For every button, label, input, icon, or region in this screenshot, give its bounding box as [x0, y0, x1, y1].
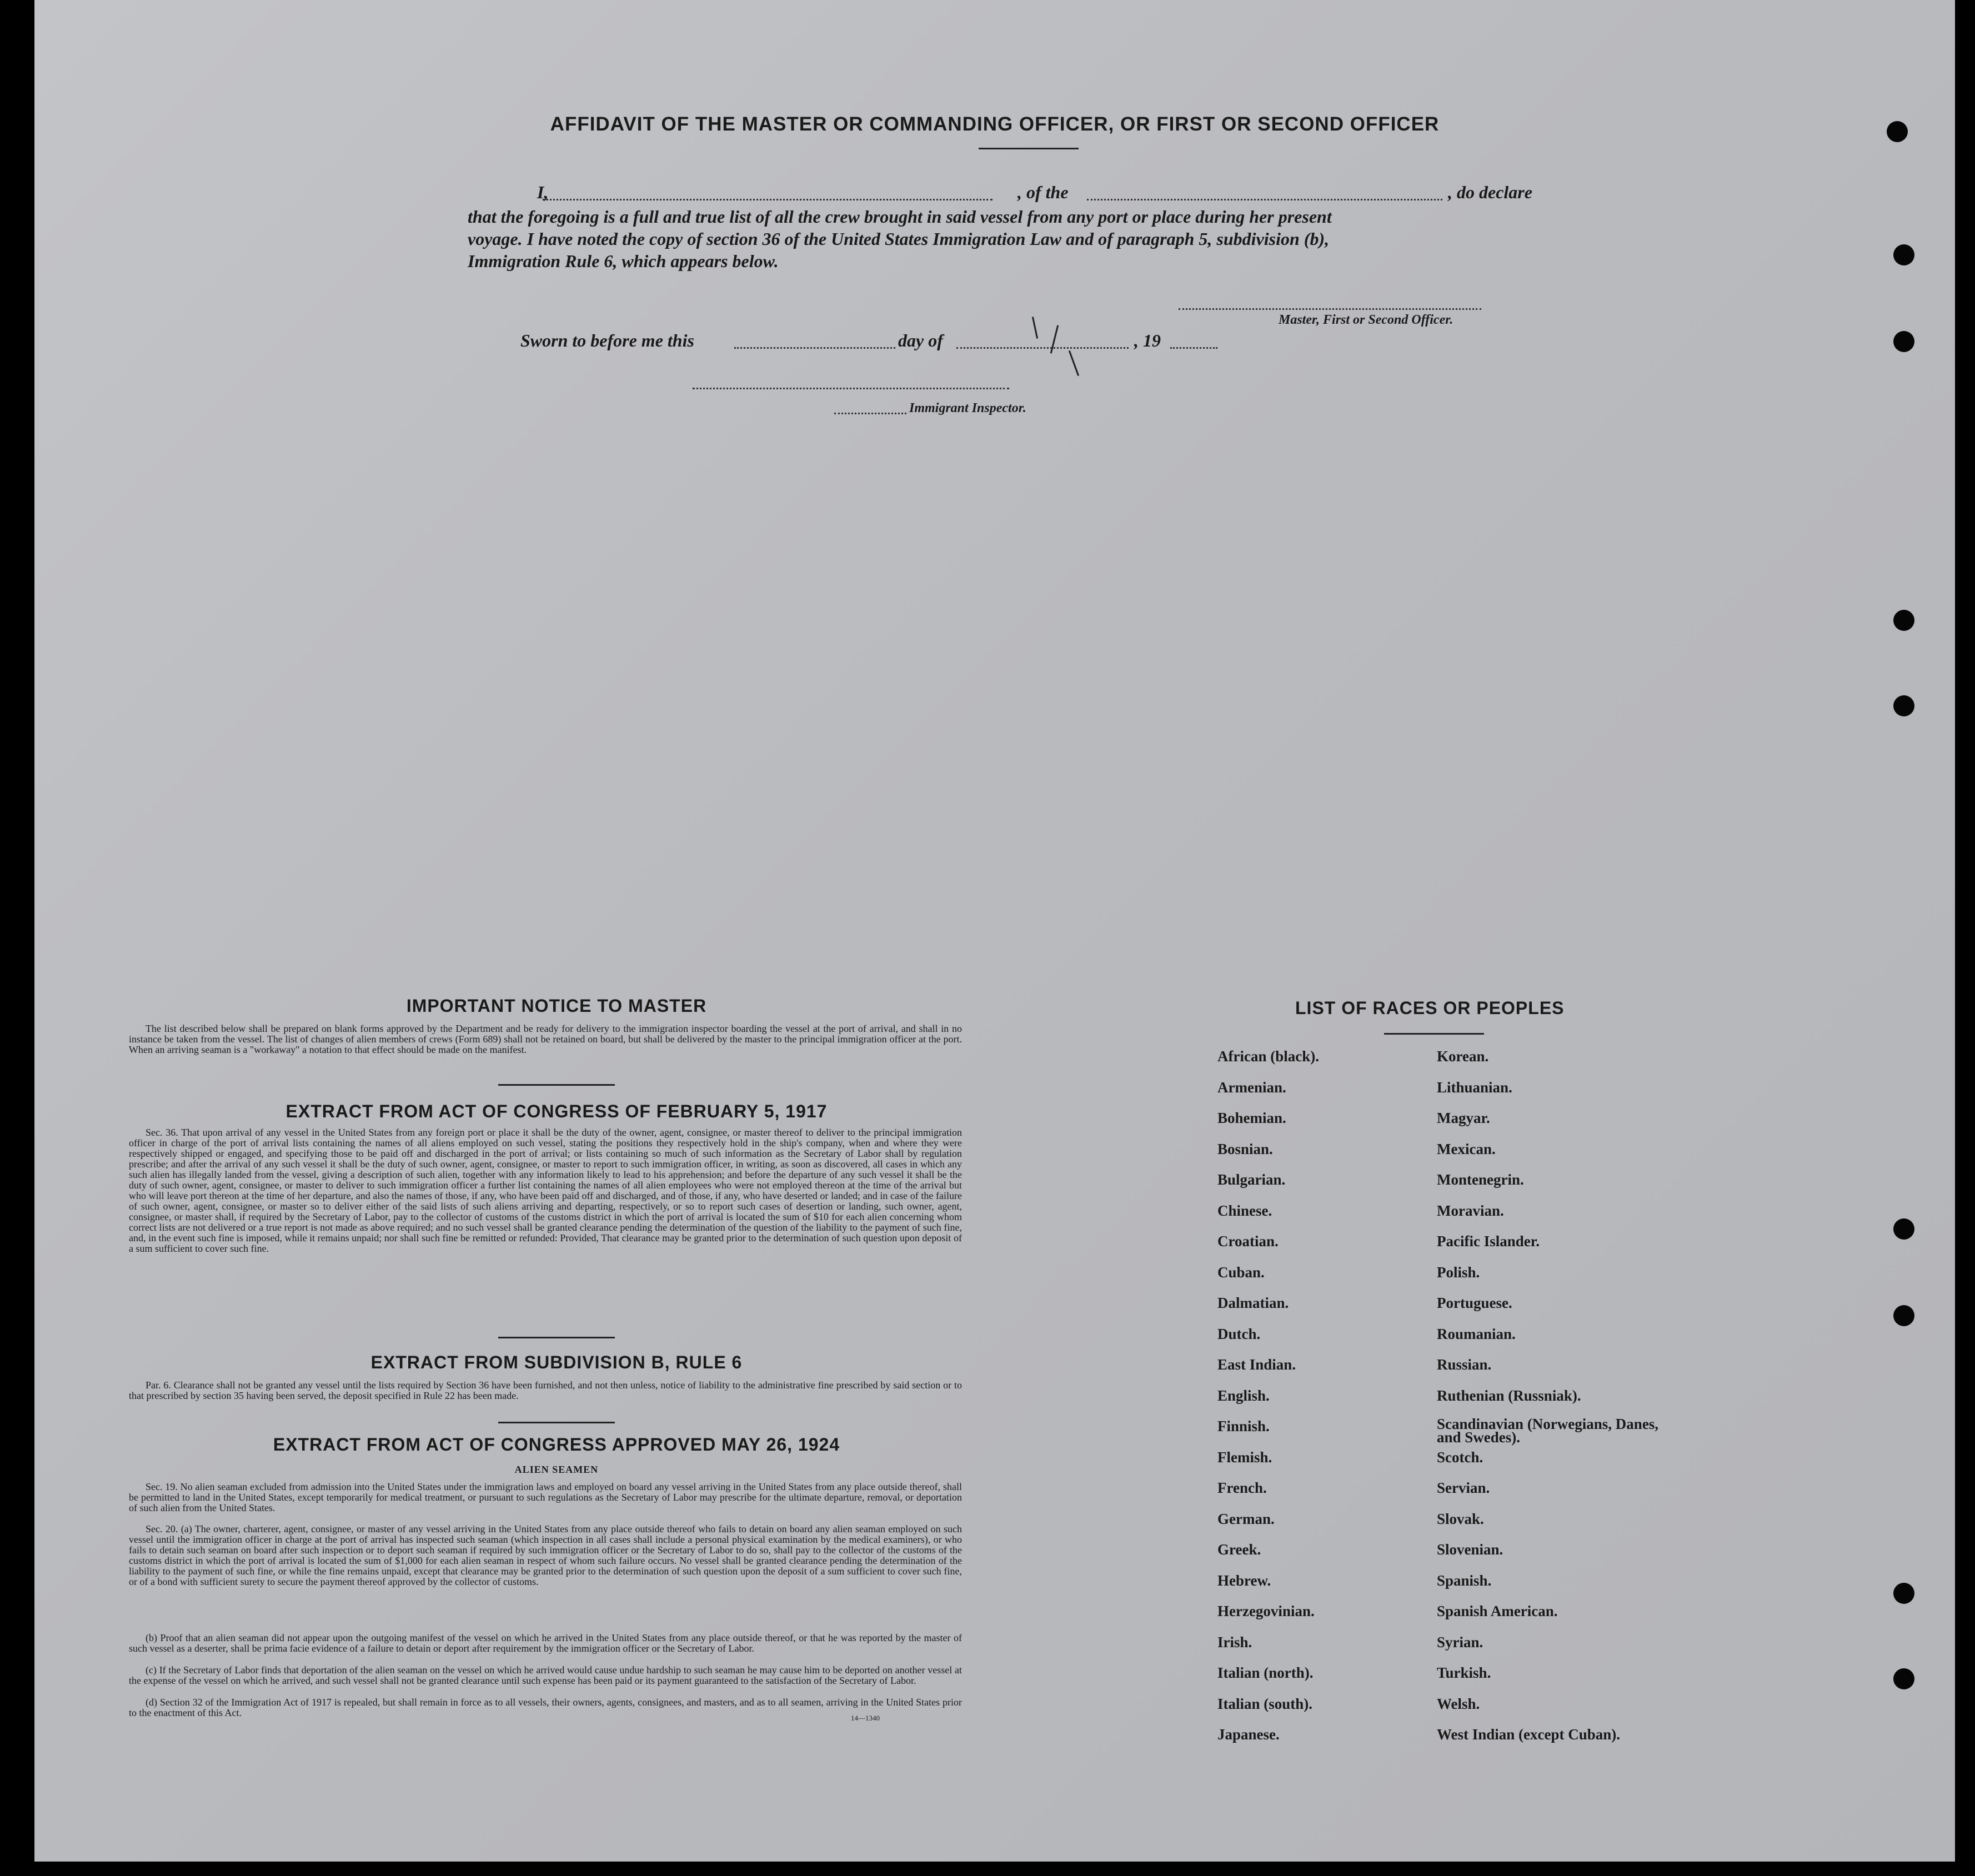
- race-item: Portuguese.: [1437, 1295, 1512, 1311]
- day-of-label: day of: [898, 330, 943, 350]
- master-signature-line: [1179, 308, 1481, 310]
- race-item: Roumanian.: [1437, 1325, 1516, 1342]
- affidavit-line-3: voyage. I have noted the copy of section 36 of the United States Immigration Law and of paragraph 5, subdivision (b),: [468, 229, 1330, 249]
- race-item: Cuban.: [1217, 1263, 1265, 1281]
- master-signature-label: Master, First or Second Officer.: [1279, 313, 1453, 327]
- sworn-day-line: [734, 347, 895, 349]
- race-item: Slovak.: [1437, 1510, 1484, 1527]
- punch-hole: [1893, 1305, 1914, 1326]
- race-item: French.: [1217, 1479, 1267, 1496]
- race-item: Hebrew.: [1217, 1572, 1271, 1589]
- extract-1924-subtitle: ALIEN SEAMEN: [514, 1464, 599, 1475]
- affidavit-of-the: , of the: [1017, 182, 1069, 202]
- race-item: Spanish.: [1437, 1572, 1492, 1589]
- handwritten-mark: [1069, 350, 1079, 376]
- race-item: Ruthenian (Russniak).: [1437, 1387, 1581, 1404]
- race-item: Japanese.: [1217, 1726, 1280, 1743]
- affidavit-title: AFFIDAVIT OF THE MASTER OR COMMANDING OFFICER, OR FIRST OR SECOND OFFICER: [550, 113, 1440, 135]
- extract-1924-sec20c: (c) If the Secretary of Labor finds that deportation of the alien seaman on the vessel on which he arrived would cause undue hardship to such seaman he may cause him to be deported on another vessel at the expense of the vessel on which he arrived, and such vessel shall not be granted clearance until such expense has been paid or its payment guaranteed to the satisfaction of the Secretary of Labor.: [129, 1664, 962, 1686]
- races-column-right: [1437, 1047, 1659, 1757]
- affidavit-do-declare: , do declare: [1448, 182, 1532, 202]
- race-item: Dutch.: [1217, 1325, 1261, 1342]
- race-item: Pacific Islander.: [1437, 1233, 1540, 1250]
- punch-hole: [1893, 610, 1914, 631]
- race-item: Flemish.: [1217, 1448, 1272, 1466]
- race-item: Magyar.: [1437, 1110, 1490, 1126]
- punch-hole: [1893, 1218, 1914, 1240]
- race-item: Moravian.: [1437, 1202, 1504, 1219]
- race-item: Servian.: [1437, 1479, 1490, 1496]
- punch-hole: [1893, 695, 1914, 716]
- form-number: 14—1340: [851, 1714, 880, 1722]
- extract-1924-sec20a: Sec. 20. (a) The owner, charterer, agent, consignee, or master of any vessel arriving in the United States from any place outside thereof who fails to detain on board any alien seaman employed on such vessel until the immigration officer in charge at the port of arrival has inspected such seaman (which inspection in all cases shall include a personal physical examination by the medical examiners), or who fails to detain such seaman on board after such inspection or to deport such seaman if required by such immigration officer or the Secretary of Labor to do so, shall pay to the collector of the customs of the customs district in which the port of arrival is located the sum of $1,000 for each alien seaman in respect of whom such failure occurs. No vessel shall be granted clearance pending the determination of the liability to the payment of such fine, or while the fine remains unpaid, except that clearance may be granted prior to the determination of such question upon the deposit of a sum sufficient to cover such fine, or of a bond with sufficient surety to secure the payment thereof approved by the collector of customs.: [129, 1523, 962, 1587]
- extract-1924-sec20b: (b) Proof that an alien seaman did not appear upon the outgoing manifest of the vessel on which he arrived in the United States from any place outside thereof, or that he was reported by the master of such vessel as a deserter, shall be prima facie evidence of a failure to detain or deport after requirement by the immigration officer or the Secretary of Labor.: [129, 1632, 962, 1654]
- race-item: Bulgarian.: [1217, 1171, 1286, 1188]
- sworn-label: Sworn to before me this: [520, 330, 694, 350]
- extract-rule6-title: EXTRACT FROM SUBDIVISION B, RULE 6: [370, 1352, 743, 1372]
- race-item: Italian (north).: [1217, 1664, 1314, 1681]
- extract-1924-title: EXTRACT FROM ACT OF CONGRESS APPROVED MAY 26, 1924: [273, 1434, 840, 1454]
- inspector-label: Immigrant Inspector.: [909, 401, 1026, 415]
- race-item: Armenian.: [1217, 1079, 1286, 1096]
- name-blank-line: [543, 199, 992, 200]
- race-item: Herzegovinian.: [1217, 1603, 1315, 1619]
- punch-hole: [1893, 244, 1914, 265]
- race-item: Finnish.: [1217, 1418, 1270, 1434]
- title-divider: [979, 148, 1079, 149]
- year-blank-line: [1170, 347, 1217, 349]
- race-item: Slovenian.: [1437, 1541, 1503, 1558]
- year-label: , 19: [1134, 330, 1161, 350]
- affidavit-pronoun: I,: [537, 182, 549, 202]
- race-item: African (black).: [1217, 1048, 1319, 1065]
- extract-1917-body: Sec. 36. That upon arrival of any vessel in the United States from any foreign port or place it shall be the duty of the owner, agent, consignee, or master thereof to deliver to the principal immigration officer in charge of the port of arrival lists containing the names of all aliens employed on such vessel, stating the positions they respectively hold in the ship's company, when and where they were respectively shipped or engaged, and specifying those to be paid off and discharged in the port of arrival; or lists containing so much of such information as the Secretary of Labor shall by regulation prescribe; and after the arrival of any such vessel it shall be the duty of such owner, agent, consignee, or master to report to such immigration officer, in writing, as soon as discovered, all cases in which any such alien has illegally landed from the vessel, giving a description of such alien, together with any information likely to lead to his apprehension; and before the departure of any such vessel it shall be the duty of such owner, agent, consignee, or master to deliver to such immigration officer a further list containing the names of all alien employees who were not employed thereon at the time of the arrival but who will leave port thereon at the time of her departure, and also the names of those, if any, who have been paid off and discharged, and of those, if any, who have deserted or landed; and in case of the failure of such owner, agent, consignee, or master so to deliver either of the said lists of such aliens arriving and departing, respectively, or so to report such cases of desertion or landing, such owner, agent, consignee, or master shall, if required by the Secretary of Labor, pay to the collector of customs of the customs district in which the port of arrival is located the sum of $10 for each alien concerning whom correct lists are not delivered or a true report is not made as above required; and no such vessel shall be granted clearance pending the determination of the question of the liability to the payment of such fine, and, in the event such fine is imposed, while it remains unpaid; nor shall such fine be remitted or refunded: Provided, That clearance may be granted prior to the determination of such question upon deposit of a sum sufficient to cover such fine.: [129, 1127, 962, 1254]
- race-item: Chinese.: [1217, 1202, 1272, 1219]
- race-item: Irish.: [1217, 1633, 1252, 1651]
- section-divider: [498, 1422, 615, 1423]
- vessel-blank-line: [1087, 199, 1442, 200]
- race-item: Turkish.: [1437, 1664, 1491, 1681]
- race-item: Italian (south).: [1217, 1695, 1313, 1712]
- inspector-signature-line: [693, 388, 1009, 389]
- affidavit-line-2: that the foregoing is a full and true list of all the crew brought in said vessel from any port or place during her present: [468, 207, 1332, 227]
- section-divider: [498, 1337, 615, 1338]
- sworn-month-line: [956, 347, 1129, 349]
- race-item: Scotch.: [1437, 1448, 1483, 1466]
- race-item: Montenegrin.: [1437, 1171, 1524, 1188]
- race-item: German.: [1217, 1510, 1275, 1527]
- punch-hole: [1893, 1583, 1914, 1604]
- race-item: Dalmatian.: [1217, 1295, 1289, 1311]
- race-item: English.: [1217, 1387, 1270, 1404]
- inspector-short-line: [834, 413, 906, 414]
- race-item: Lithuanian.: [1437, 1079, 1512, 1096]
- race-item: Greek.: [1217, 1541, 1261, 1558]
- race-item: West Indian (except Cuban).: [1437, 1726, 1621, 1743]
- handwritten-mark: [1050, 325, 1059, 353]
- race-item: Scandinavian (Norwegians, Danes, and Swedes).: [1437, 1416, 1659, 1446]
- handwritten-mark: [1032, 317, 1038, 339]
- extract-rule6-body: Par. 6. Clearance shall not be granted any vessel until the lists required by Section 36 have been furnished, and not then unless, notice of liability to the administrative fine prescribed by said section or to that prescribed by section 35 having been served, the deposit specified in Rule 22 has been made.: [129, 1380, 962, 1401]
- races-divider: [1384, 1033, 1484, 1035]
- document-page: [34, 0, 1955, 1862]
- punch-hole: [1893, 1668, 1914, 1689]
- section-divider: [498, 1084, 615, 1086]
- race-item: Korean.: [1437, 1048, 1489, 1065]
- race-item: Polish.: [1437, 1263, 1480, 1281]
- race-item: East Indian.: [1217, 1356, 1296, 1373]
- race-item: Mexican.: [1437, 1140, 1496, 1157]
- extract-1924-sec19: Sec. 19. No alien seaman excluded from admission into the United States under the immigration laws and employed on board any vessel arriving in the United States from any place outside thereof, shall be permitted to land in the United States, except temporarily for medical treatment, or pursuant to such regulations as the Secretary of Labor may prescribe for the ultimate departure, removal, or deportation of such alien from the United States.: [129, 1481, 962, 1513]
- race-item: Croatian.: [1217, 1233, 1279, 1250]
- race-item: Syrian.: [1437, 1633, 1483, 1651]
- extract-1924-sec20d: (d) Section 32 of the Immigration Act of 1917 is repealed, but shall remain in force as to all vessels, their owners, agents, consignees, and masters, and as to all seamen, arriving in the United States prior to the enactment of this Act.: [129, 1697, 962, 1718]
- extract-1917-title: EXTRACT FROM ACT OF CONGRESS OF FEBRUARY 5, 1917: [285, 1101, 828, 1121]
- race-item: Bohemian.: [1217, 1110, 1286, 1126]
- race-item: Welsh.: [1437, 1695, 1480, 1712]
- race-item: Bosnian.: [1217, 1140, 1273, 1157]
- races-title: LIST OF RACES OR PEOPLES: [1295, 998, 1565, 1018]
- notice-title: IMPORTANT NOTICE TO MASTER: [406, 996, 707, 1016]
- race-item: Russian.: [1437, 1356, 1492, 1373]
- affidavit-line-4: Immigration Rule 6, which appears below.: [468, 251, 779, 271]
- punch-hole: [1893, 331, 1914, 352]
- notice-body: The list described below shall be prepared on blank forms approved by the Department and be ready for delivery to the immigration inspector boarding the vessel at the port of arrival, and shall in no instance be taken from the vessel. The list of changes of alien members of crews (Form 689) shall not be retained on board, but shall be delivered by the master to the principal immigration officer at the port. When an arriving seaman is a "workaway" a notation to that effect should be made on the manifest.: [129, 1023, 962, 1055]
- race-item: Spanish American.: [1437, 1603, 1558, 1619]
- races-column-left: [1217, 1047, 1428, 1757]
